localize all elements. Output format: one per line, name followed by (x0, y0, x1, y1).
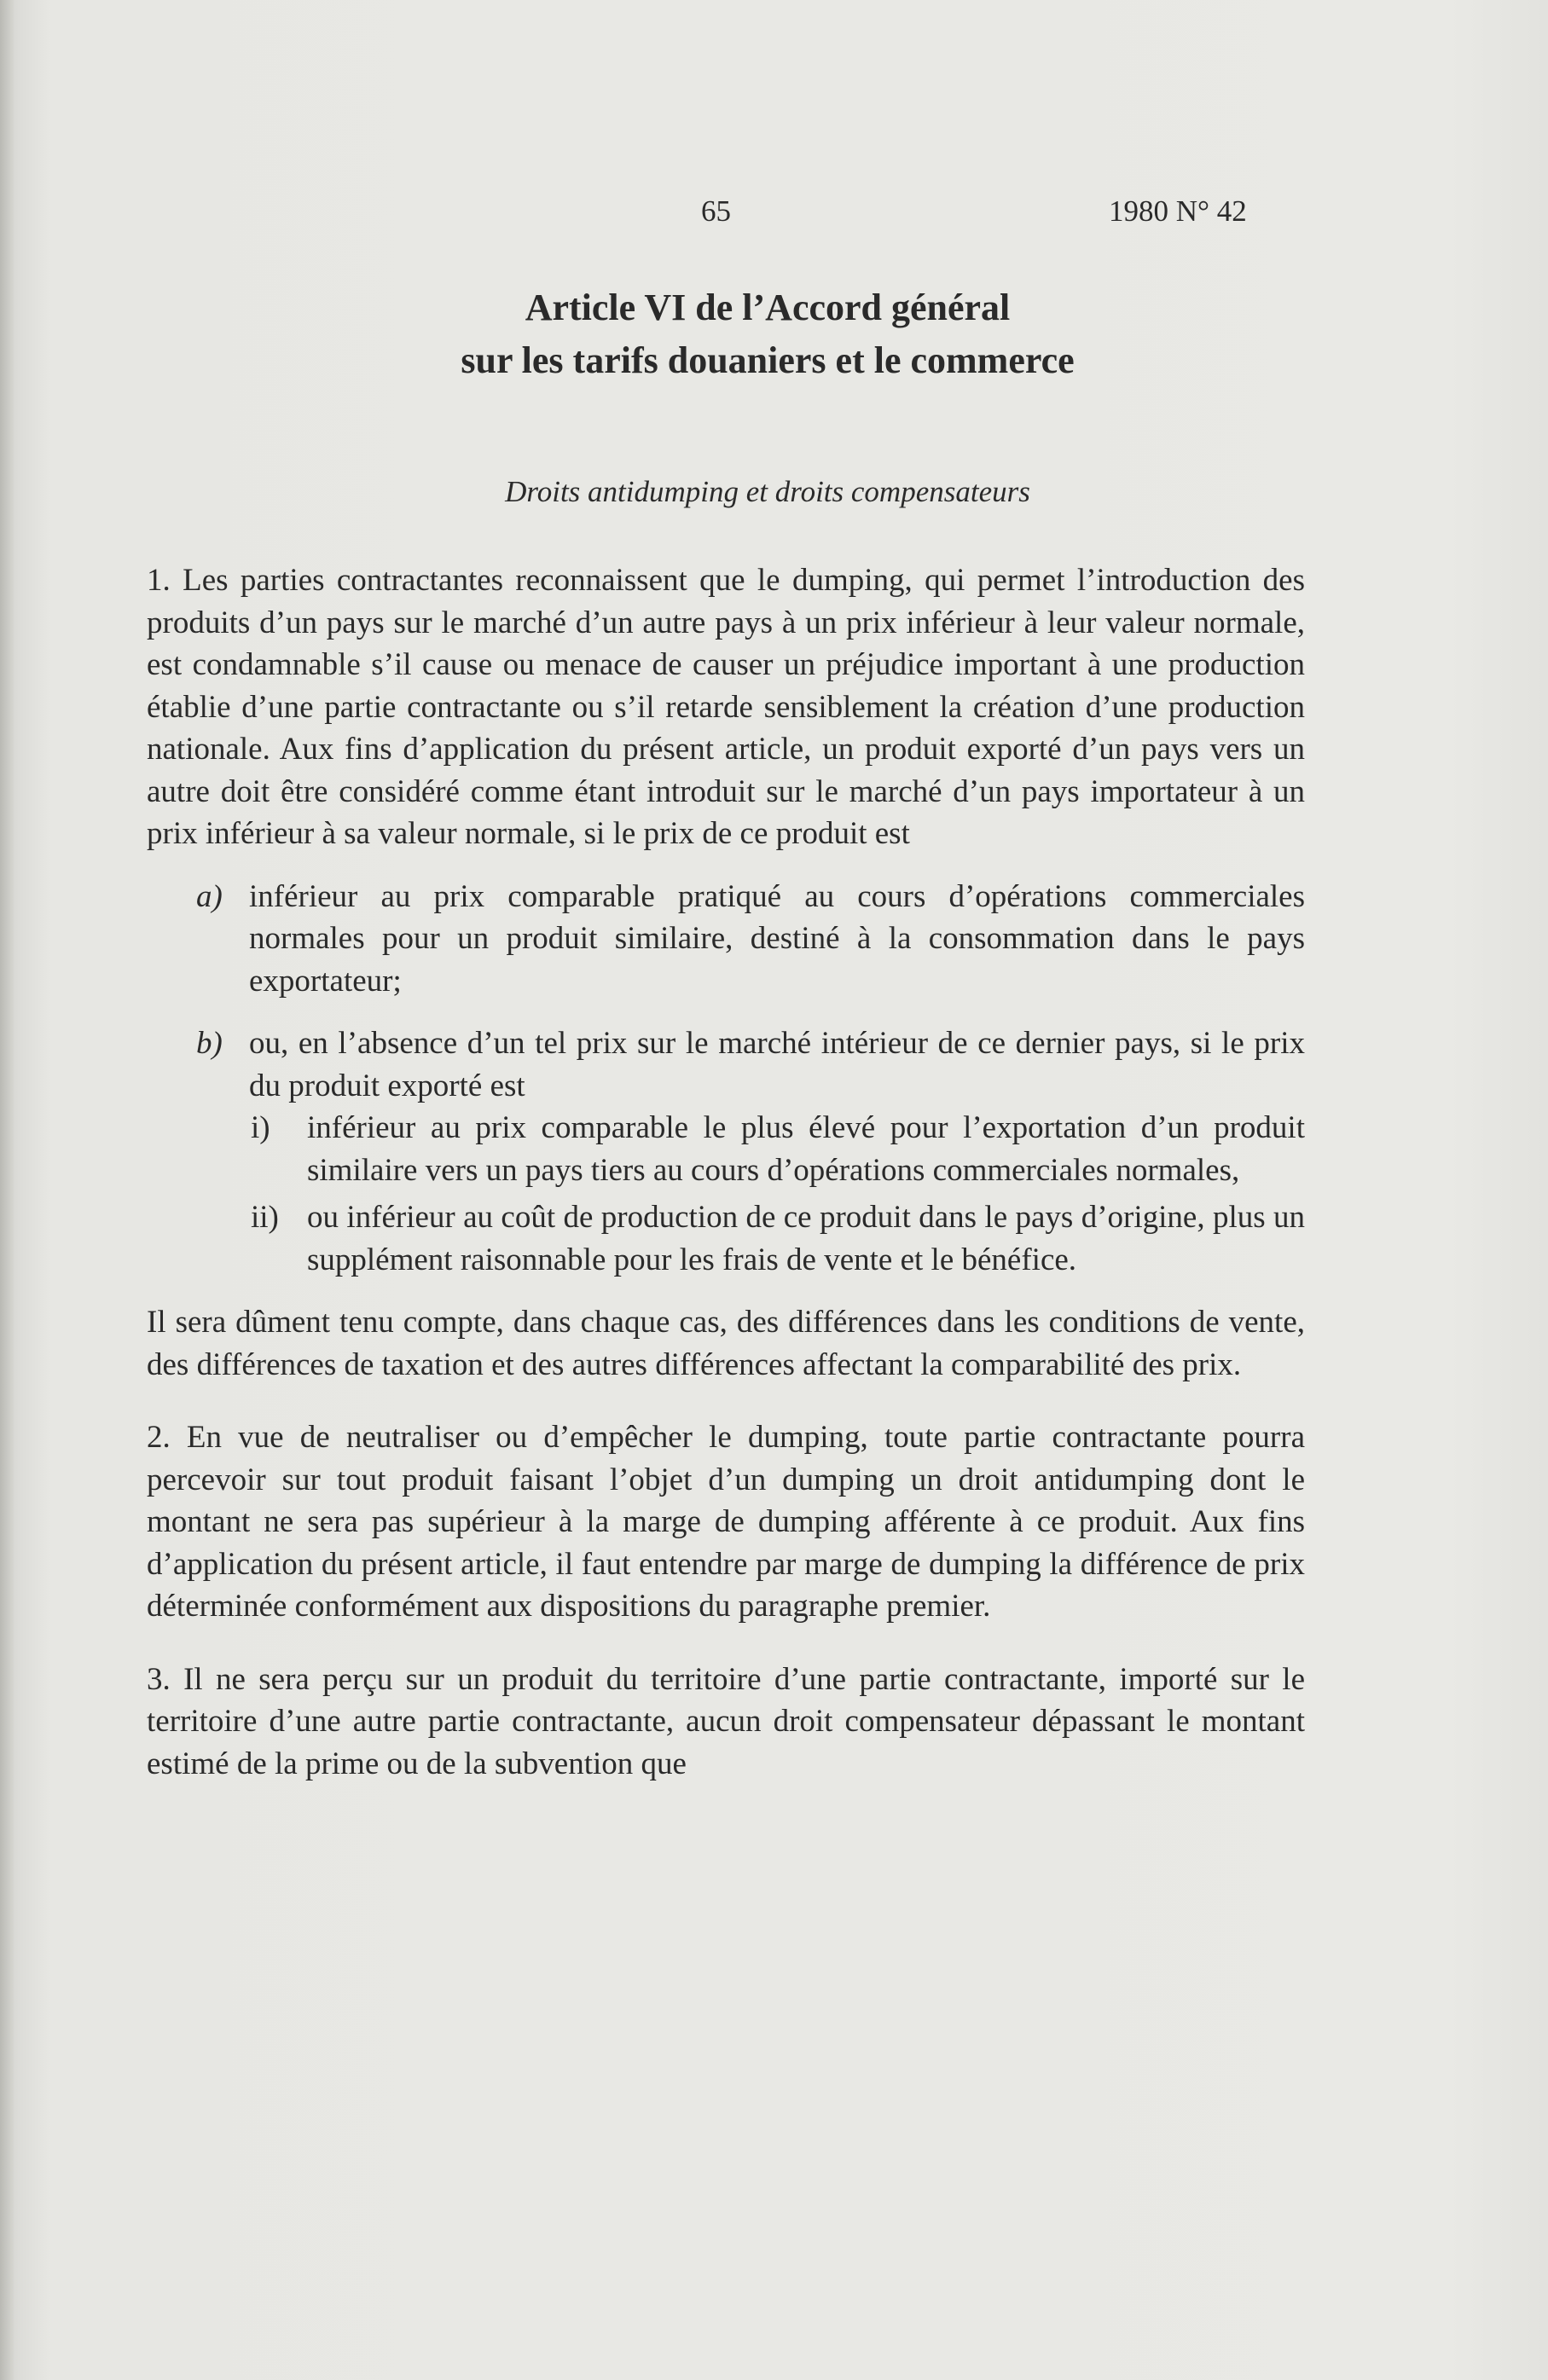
sub-item-i-text: inférieur au prix comparable le plus élevé pour l’exportation d’un produit similaire vers un pays tiers au cours d’opérations commerciales normales, (307, 1110, 1305, 1188)
article-title (256, 281, 1279, 387)
running-header (0, 194, 1548, 237)
list-item-a (147, 876, 1305, 1003)
sub-item-i (147, 1107, 1305, 1191)
page-number: 65 (701, 194, 731, 228)
book-spine-shadow (0, 0, 14, 2380)
list-item-b-text: ou, en l’absence d’un tel prix sur le marché intérieur de ce dernier pays, si le prix du produit exporté est (249, 1026, 1305, 1103)
list-item-b (147, 1022, 1305, 1107)
paragraph-1: 1. Les parties contractantes reconnaissent que le dumping, qui permet l’introduction des produits d’un pays sur le marché d’un autre pays à un prix inférieur à leur valeur normale, est condamnable s’il cause ou menace de causer un préjudice important à une production établie d’une partie contractante ou s’il retarde sensiblement la création d’une production nationale. Aux fins d’application du présent article, un produit exporté d’un pays vers un autre doit être considéré comme étant introduit sur le marché d’un pays importateur à un prix inférieur à sa valeur normale, si le prix de ce produit est (147, 563, 1305, 851)
list-item-a-text: inférieur au prix comparable pratiqué au cours d’opérations commerciales normales pour un produit similaire, destiné à la consommation dans le pays exportateur; (249, 878, 1305, 999)
sub-item-i-label: i) (251, 1110, 270, 1145)
title-line-1: Article VI de l’Accord général (525, 287, 1011, 328)
paragraph-2: 2. En vue de neutraliser ou d’empêcher le dumping, toute partie contractante pourra percevoir sur tout produit faisant l’objet d’un dumping un droit antidumping dont le montant ne sera pas supérieur à la marge de dumping afférente à ce produit. Aux fins d’application du présent article, il faut entendre par marge de dumping la différence de prix déterminée conformément aux dispositions du paragraphe premier. (147, 1420, 1305, 1624)
year-number: 1980 N° 42 (1109, 194, 1247, 228)
article-body (147, 559, 1305, 1785)
article-subtitle: Droits antidumping et droits compensateurs (505, 475, 1030, 508)
sub-item-ii-text: ou inférieur au coût de production de ce produit dans le pays d’origine, plus un supplément raisonnable pour les frais de vente et le bénéfice. (307, 1200, 1305, 1277)
paragraph-1-closing: Il sera dûment tenu compte, dans chaque cas, des différences dans les conditions de vente, des différences de taxation et des autres différences affectant la comparabilité des prix. (147, 1305, 1305, 1382)
title-line-2: sur les tarifs douaniers et le commerce (461, 339, 1075, 381)
sub-item-ii (147, 1196, 1305, 1281)
sub-item-ii-label: ii) (251, 1200, 279, 1235)
paragraph-3: 3. Il ne sera perçu sur un produit du territoire d’une partie contractante, importé sur le territoire d’une autre partie contractante, aucun droit compensateur dépassant le montant estimé de la prime ou de la subvention que (147, 1661, 1305, 1781)
list-item-a-label: a) (196, 878, 223, 914)
list-item-b-label: b) (196, 1026, 223, 1061)
